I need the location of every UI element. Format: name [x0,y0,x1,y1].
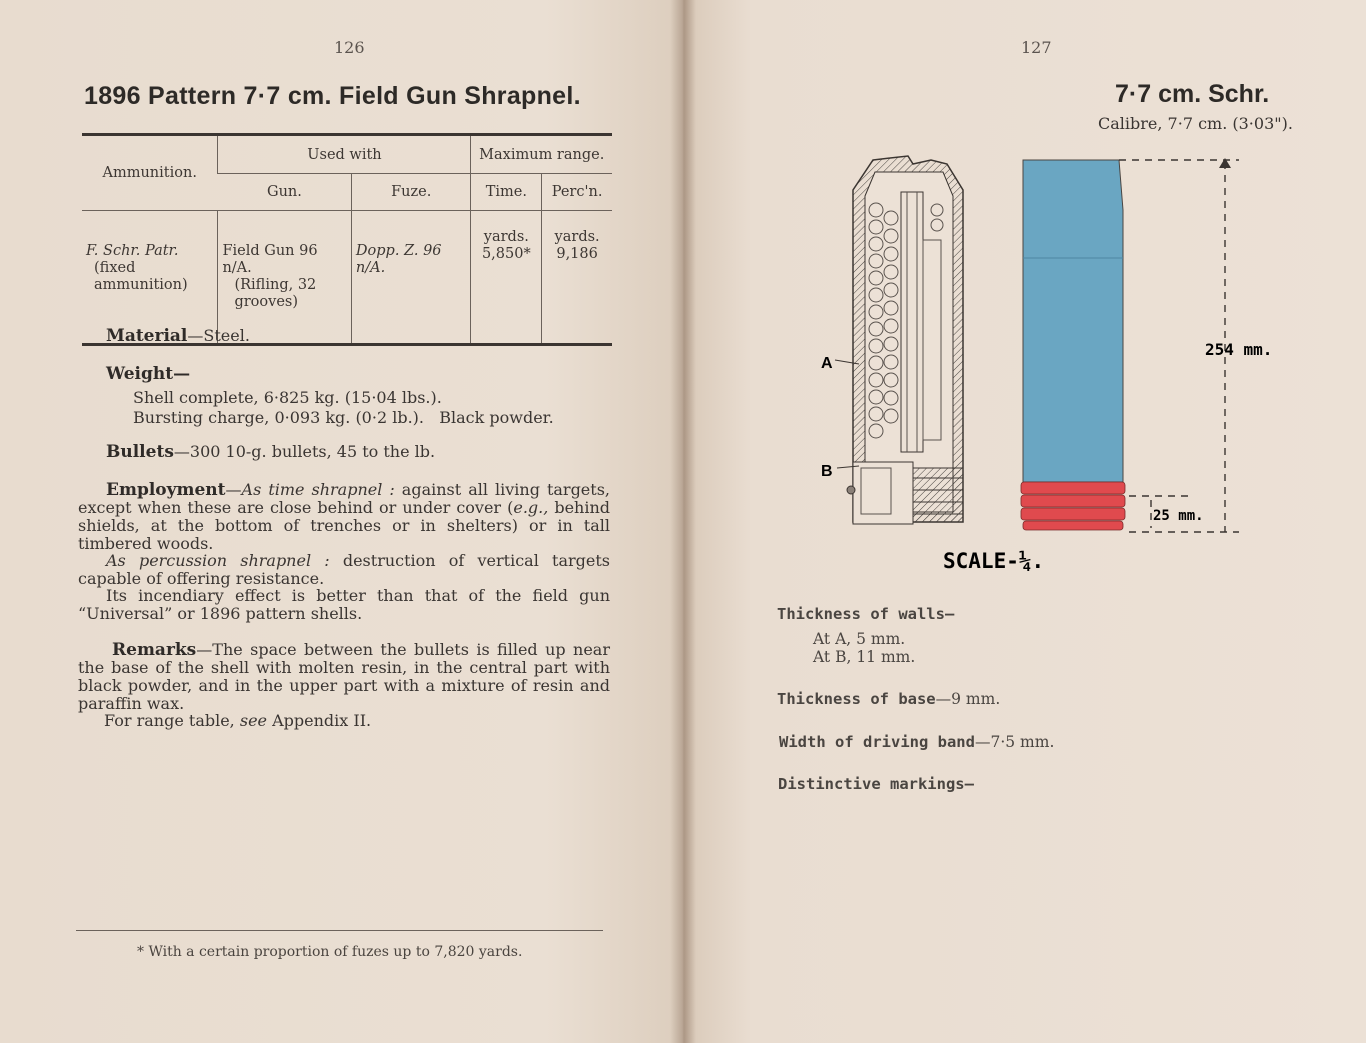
th-gun: Gun. [266,184,302,200]
remarks-paragraph [78,641,610,713]
dim-band-label: 25 mm. [1153,508,1204,524]
th-fuze: Fuze. [351,174,471,211]
employment-dash: — [225,480,242,499]
page-title-left: 1896 Pattern 7·7 cm. Field Gun Shrapnel. [84,82,581,110]
bullets-line [106,443,435,461]
employment-perc-text: destruction of vertical targets capable of offering resistance. [78,551,610,588]
label-a: A [821,355,833,372]
cell-time-unit: yards. [483,229,529,245]
band-value: —7·5 mm. [974,733,1055,751]
base-label: Thickness of base [777,690,936,708]
range-table-line [104,712,371,730]
percussion-paragraph [78,552,610,588]
employment-time-italic: As time shrapnel : [241,480,395,499]
base-line [777,689,1000,708]
th-used-with: Used with [218,135,471,174]
incendiary-paragraph: Its incendiary effect is better than that of the field gun “Universal” or 1896 pattern shells. [78,586,610,623]
page-title-right: 7·7 cm. Schr. [1115,80,1270,108]
cell-ammunition-note: (fixed ammunition) [94,260,188,293]
cell-fuze: Dopp. Z. 96 n/A. [351,211,471,345]
employment-label: Employment [106,480,226,500]
th-max-range: Maximum range. [471,135,612,174]
range-table-b: Appendix II. [267,711,372,730]
right-page [683,0,1366,1043]
bullets-value: —300 10-g. bullets, 45 to the lb. [173,442,436,461]
weight-label: Weight— [106,364,191,384]
th-percn: Perc'n. [542,174,612,211]
table-row [82,211,612,345]
footnote-rule [76,930,603,931]
range-table-a: For range table, [104,711,240,730]
employment-paragraph [78,481,610,553]
th-time: Time. [471,174,542,211]
shell-diagram [813,150,1273,580]
weight-line-1: Shell complete, 6·825 kg. (15·04 lbs.). [133,388,442,407]
cell-ammunition: F. Schr. Patr. [86,243,179,259]
cell-percn-unit: yards. [554,229,600,245]
footnote: * With a certain proportion of fuzes up to 7,820 yards. [137,944,523,960]
page-number-right: 127 [1021,38,1052,57]
calibre-line: Calibre, 7·7 cm. (3·03"). [1098,114,1293,133]
walls-a: At A, 5 mm. [813,630,906,648]
remarks-text: —The space between the bullets is filled up near the base of the shell with molten resin, in the central part with black powder, and in the upper part with a mixture of resin and paraffin wax. [78,640,610,713]
cell-time-value: 5,850* [481,246,531,262]
cell-percn-value: 9,186 [556,246,598,262]
base-value: —9 mm. [935,690,1001,708]
page-number-left: 126 [334,38,365,57]
material-value: —Steel. [187,326,250,345]
label-b: B [821,463,833,480]
band-label: Width of driving band [779,733,975,751]
material-line [106,327,250,345]
material-label: Material [106,326,188,346]
walls-b: At B, 11 mm. [813,648,916,666]
employment-eg: e.g., [513,498,549,517]
walls-label: Thickness of walls— [777,605,955,623]
employment-time-a: against all living targets, except when these are close behind or under cover ( [78,480,611,517]
range-table-see: see [239,711,268,730]
employment-time-b: behind shields, at the bottom of trenches or in shelters) or in tall timbered woods. [78,498,611,553]
sectional-view [847,156,963,524]
remarks-label: Remarks [112,640,197,660]
bullets-label: Bullets [106,442,174,462]
ammunition-table [82,133,612,346]
markings-label: Distinctive markings— [778,775,974,793]
band-line [779,732,1054,751]
cell-gun: Field Gun 96 n/A. [222,243,318,276]
book-gutter [670,0,696,1043]
weight-line-2: Bursting charge, 0·093 kg. (0·2 lb.). Black powder. [133,408,554,427]
cell-gun-note: (Rifling, 32 grooves) [234,277,317,310]
scale-label: SCALE-¼. [943,549,1045,573]
dim-total-label: 254 mm. [1205,340,1273,359]
th-ammunition: Ammunition. [102,165,197,181]
exterior-view [1021,160,1125,530]
employment-perc-italic: As percussion shrapnel : [106,551,330,570]
